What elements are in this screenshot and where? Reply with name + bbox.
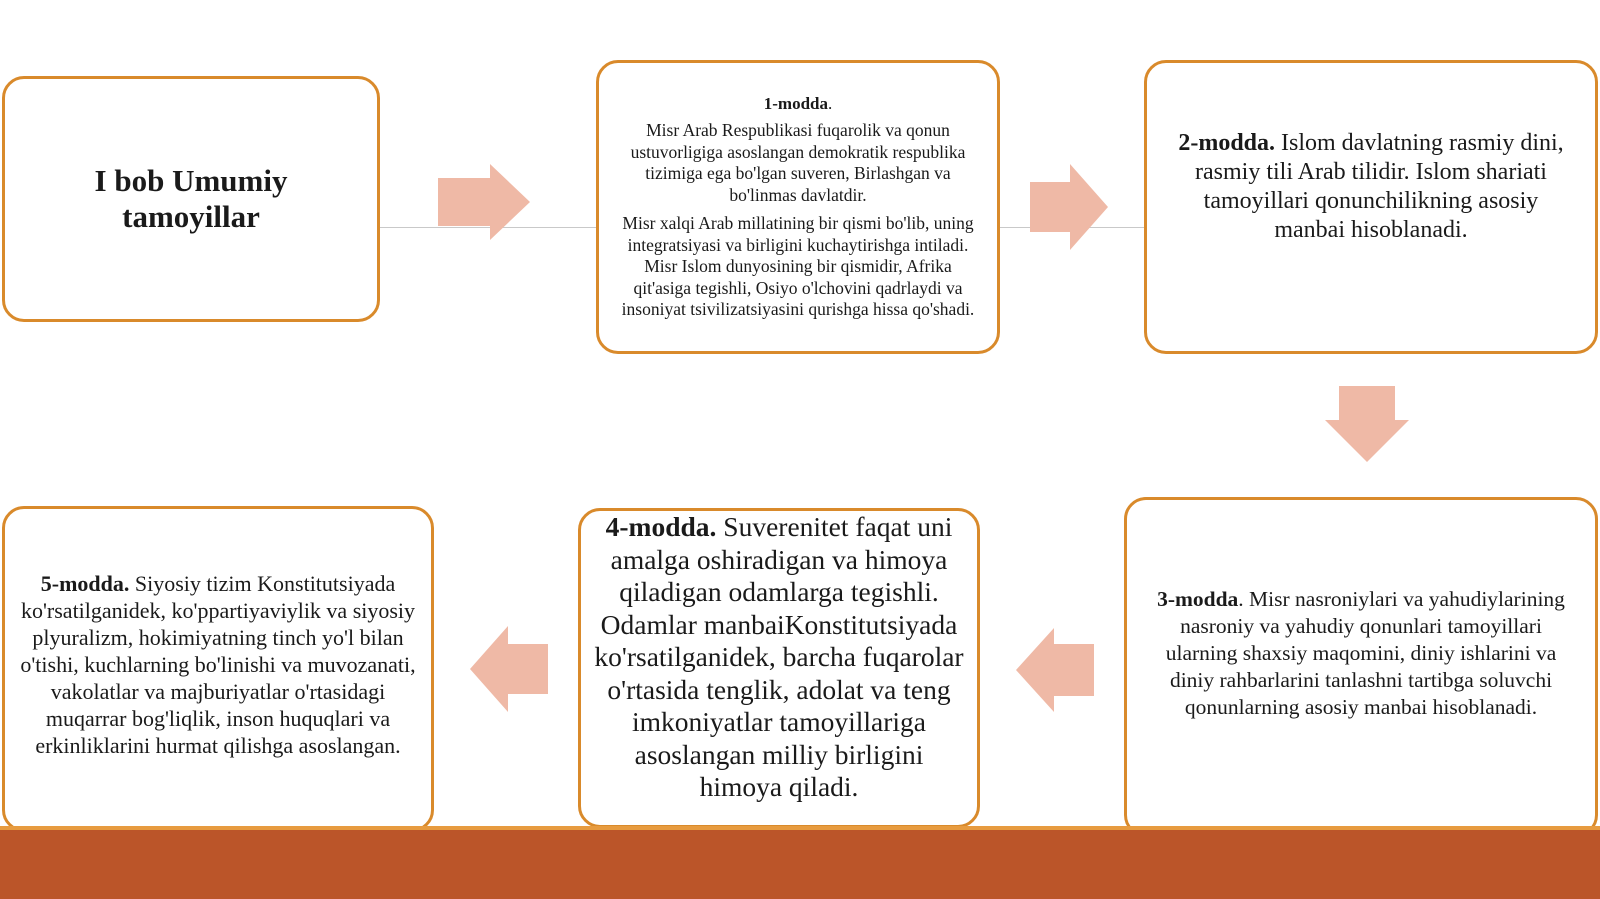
article-1-heading-suffix: . (827, 94, 833, 114)
arrow-right-icon (1030, 164, 1108, 250)
article-1-box (596, 60, 1000, 354)
article-2-text (1173, 129, 1569, 245)
arrow-left-icon (1016, 628, 1094, 712)
footer-bar (0, 830, 1600, 899)
chapter-title-box (2, 76, 380, 322)
article-4-box (578, 508, 980, 828)
article-4-heading: 4-modda. (605, 511, 717, 542)
arrow-left-icon (470, 626, 548, 712)
arrow-down-icon (1325, 386, 1409, 462)
arrow-right-icon (438, 164, 530, 240)
article-4-text (593, 511, 965, 804)
article-5-box (2, 506, 434, 832)
article-1-heading-line (764, 93, 832, 114)
article-5-heading: 5-modda. (40, 570, 130, 596)
article-2-heading: 2-modda. (1178, 130, 1276, 156)
chapter-title: I bob Umumiy tamoyillar (94, 163, 288, 234)
article-4-body: Suverenitet faqat uni amalga oshiradigan va himoya qiladigan odamlarga tegishli. Odamlar manbaiKonstitutsiyada ko'rsatilganidek, barcha fuqarolar o'rtasida tenglik, adolat va teng imkoniyatlar tamoyillariga asoslangan milliy birligini himoya qiladi. (594, 511, 964, 802)
article-3-box (1124, 497, 1598, 837)
article-1-heading: 1-modda (763, 94, 828, 114)
article-1-paragraph-2: Misr xalqi Arab millatining bir qismi bo'lib, uning integratsiyasi va birligini kuchaytirishga intiladi. Misr Islom dunyosining bir qismidir, Afrika qit'asiga tegishli, Osiyo o'lchovini qadrlaydi va insoniyat tsivilizatsiyasini qurishga hissa qo'shadi. (621, 213, 975, 320)
article-1-paragraph-1: Misr Arab Respublikasi fuqarolik va qonun ustuvorligiga asoslangan demokratik respublika tizimiga ega bo'lgan suveren, Birlashgan va bo'linmas davlatdir. (630, 120, 966, 205)
article-2-body: Islom davlatning rasmiy dini, rasmiy tili Arab tilidir. Islom shariati tamoyillari qonunchilikning asosiy manbai hisoblanadi. (1195, 130, 1564, 243)
article-3-text (1143, 586, 1579, 721)
article-3-heading: 3-modda (1157, 586, 1239, 611)
article-5-body: Siyosiy tizim Konstitutsiyada ko'rsatilganidek, ko'ppartiyaviylik va siyosiy plyuralizm, hokimiyatning tinch yo'l bilan o'tishi, kuchlarning bo'linishi va muvozanati, vakolatlar va majburiyatlar o'rtasidagi muqarrar bog'liqlik, inson huquqlari va erkinliklarini hurmat qilishga asoslangan. (20, 570, 416, 758)
article-2-box (1144, 60, 1598, 354)
article-3-body: . Misr nasroniylari va yahudiylarining nasroniy va yahudiy qonunlari tamoyillari ularning shaxsiy maqomini, diniy ishlarini va diniy rahbarlarini tanlashni tartibga soluvchi qonunlarning asosiy manbai hisoblanadi. (1165, 586, 1565, 719)
article-5-text (19, 570, 417, 759)
